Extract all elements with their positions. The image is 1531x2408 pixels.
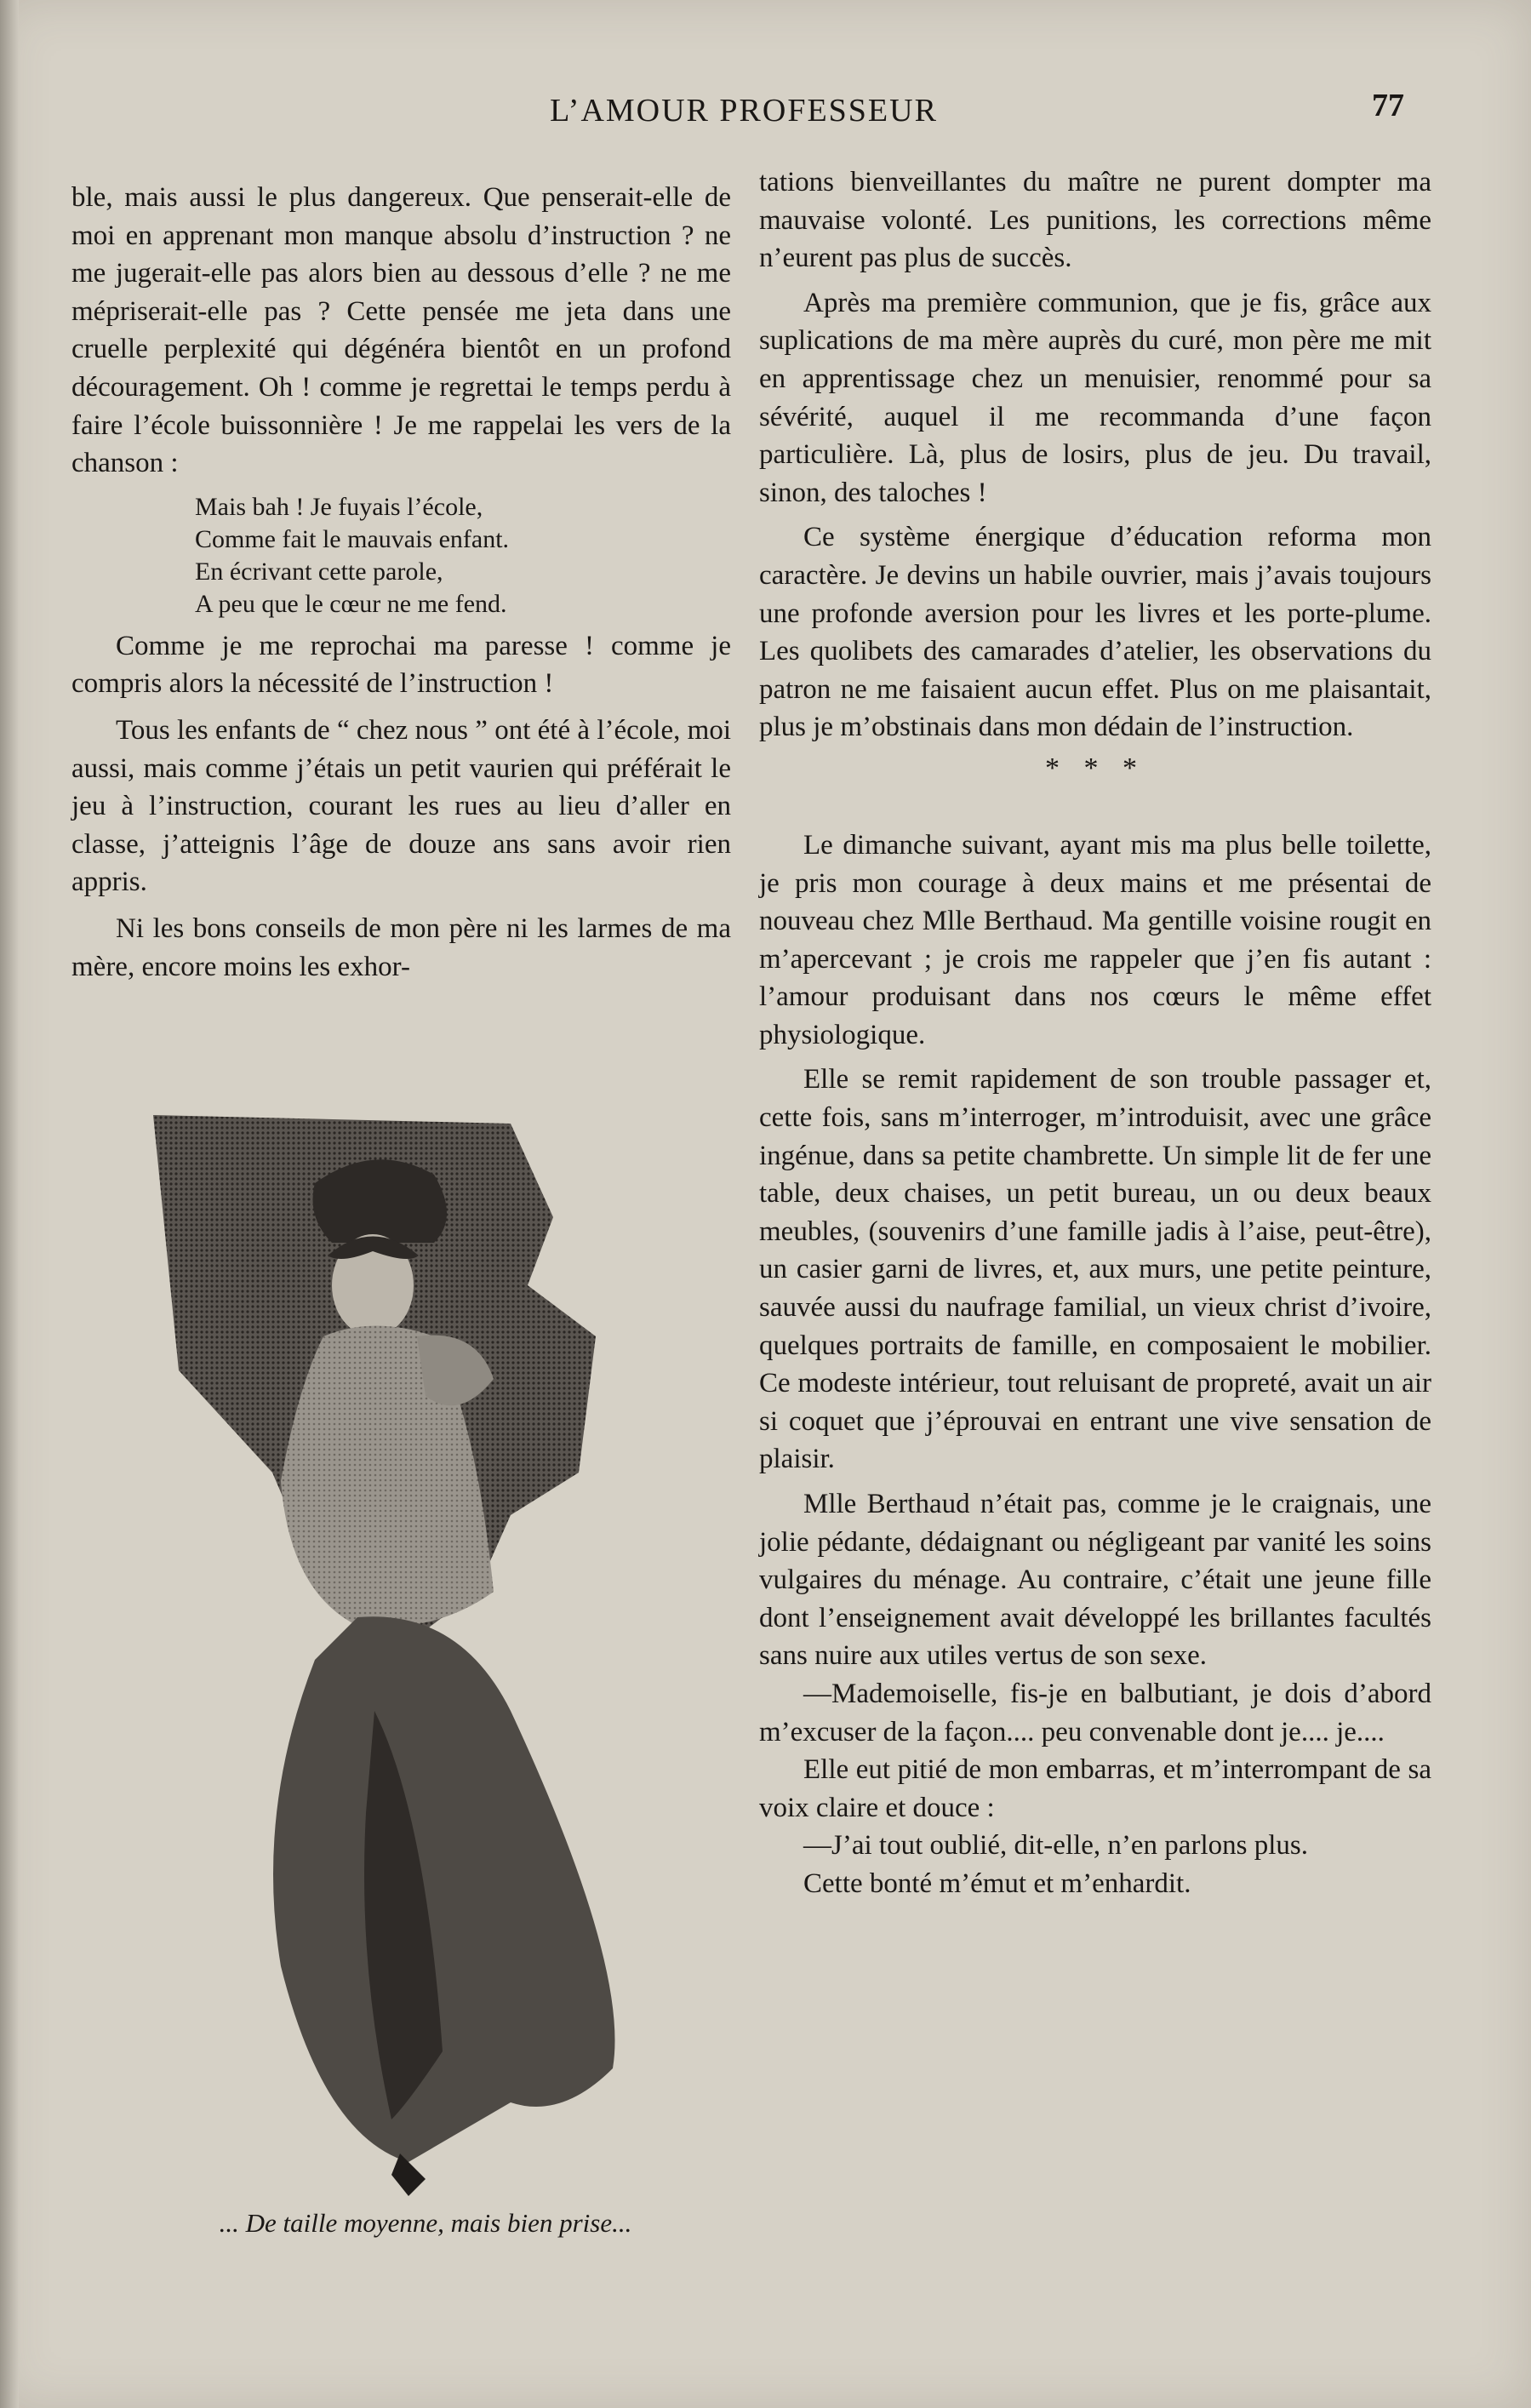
paragraph: —Mademoiselle, fis-je en balbutiant, je dois d’abord m’excuser de la façon.... peu convenable dont je.... je....	[759, 1678, 1431, 1747]
paragraph: ble, mais aussi le plus dangereux. Que penserait-elle de moi en apprenant mon manque absolu d’instruction ? ne me jugerait-elle pas alors bien au dessous d’elle ? ne me mépriserait-elle pas ? Cette pensée me jeta dans une cruelle perplexité qui dégénéra bientôt en un profond découragement. Oh ! comme je regrettai le temps perdu à faire l’école buissonnière ! Je me rappelai les vers de la chanson :	[71, 182, 731, 479]
paragraph: Après ma première communion, que je fis, grâce aux suplications de ma mère auprès du curé, mon père me mit en apprentissage chez un menuisier, renommé pour sa sévérité, auquel il me recommanda d’une façon particulière. Là, plus de losirs, plus de jeu. Du travail, sinon, des taloches !	[759, 287, 1431, 508]
right-text-column	[759, 163, 1431, 1903]
paragraph: Tous les enfants de “ chez nous ” ont été à l’école, moi aussi, mais comme j’étais un petit vaurien qui préférait le jeu à l’instruction, courant les rues au lieu d’aller en classe, j’atteignis l’âge de douze ans sans avoir rien appris.	[71, 714, 731, 898]
running-head-title: L’AMOUR PROFESSEUR	[550, 93, 938, 129]
paragraph: Elle eut pitié de mon embarras, et m’interrompant de sa voix claire et douce :	[759, 1754, 1431, 1823]
illustration-woman-portrait	[153, 1115, 715, 2200]
figure-caption: ... De taille moyenne, mais bien prise...	[219, 2208, 632, 2238]
paragraph: tations bienveillantes du maître ne purent dompter ma mauvaise volonté. Les punitions, les corrections même n’eurent pas plus de succès.	[759, 167, 1431, 274]
page-number: 77	[1372, 88, 1404, 123]
paragraph: Mlle Berthaud n’était pas, comme je le craignais, une jolie pédante, dédaignant ou négligeant par vanité les soins vulgaires du ménage. Au contraire, c’était une jeune fille dont l’enseignement avait développé les brillantes facultés sans nuire aux utiles vertus de son sexe.	[759, 1489, 1431, 1672]
song-verse	[195, 491, 731, 621]
paragraph: Ni les bons conseils de mon père ni les larmes de ma mère, encore moins les exhor-	[71, 912, 731, 982]
paragraph: Elle se remit rapidement de son trouble passager et, cette fois, sans m’interroger, m’introduisit, avec une grâce ingénue, dans sa petite chambrette. Un simple lit de fer une table, deux chaises, un petit bureau, un ou deux beaux meubles, (souvenirs d’une famille jadis à l’aise, peut-être), un casier garni de livres, et, aux murs, une petite peinture, sauvée aussi du naufrage familial, un vieux christ d’ivoire, quelques portraits de famille, en composaient le mobilier. Ce modeste intérieur, tout reluisant de propreté, avait un air si coquet que j’éprouvai en entrant une vive sensation de plaisir.	[759, 1064, 1431, 1475]
paragraph: —J’ai tout oublié, dit-elle, n’en parlons plus.	[803, 1830, 1308, 1862]
left-text-column	[71, 179, 731, 986]
paragraph: Cette bonté m’émut et m’enhardit.	[803, 1867, 1191, 1899]
paragraph: Le dimanche suivant, ayant mis ma plus belle toilette, je pris mon courage à deux mains et me présentai de nouveau chez Mlle Berthaud. Ma gentille voisine rougit en m’apercevant ; je crois me rappeler que j’en fis autant : l’amour produisant dans nos cœurs le même effet physiologique.	[759, 829, 1431, 1050]
paragraph: Comme je me reprochai ma paresse ! comme je compris alors la nécessité de l’instruction !	[71, 630, 731, 700]
verse-line: En écrivant cette parole,	[195, 557, 443, 586]
verse-line: Comme fait le mauvais enfant.	[195, 524, 510, 553]
dress-skirt	[273, 1616, 615, 2162]
verse-line: Mais bah ! Je fuyais l’école,	[195, 492, 483, 521]
verse-line: A peu que le cœur ne me fend.	[195, 589, 507, 618]
section-separator: * * *	[1045, 752, 1145, 784]
paragraph: Ce système énergique d’éducation reforma mon caractère. Je devins un habile ouvrier, mais j’avais toujours une profonde aversion pour les livres et les porte-plume. Les quolibets des camarades d’atelier, les observations du patron ne me faisaient aucun effet. Plus on me plaisantait, plus je m’obstinais dans mon dédain de l’instruction.	[759, 522, 1431, 743]
page-gutter-shadow	[0, 0, 19, 2408]
